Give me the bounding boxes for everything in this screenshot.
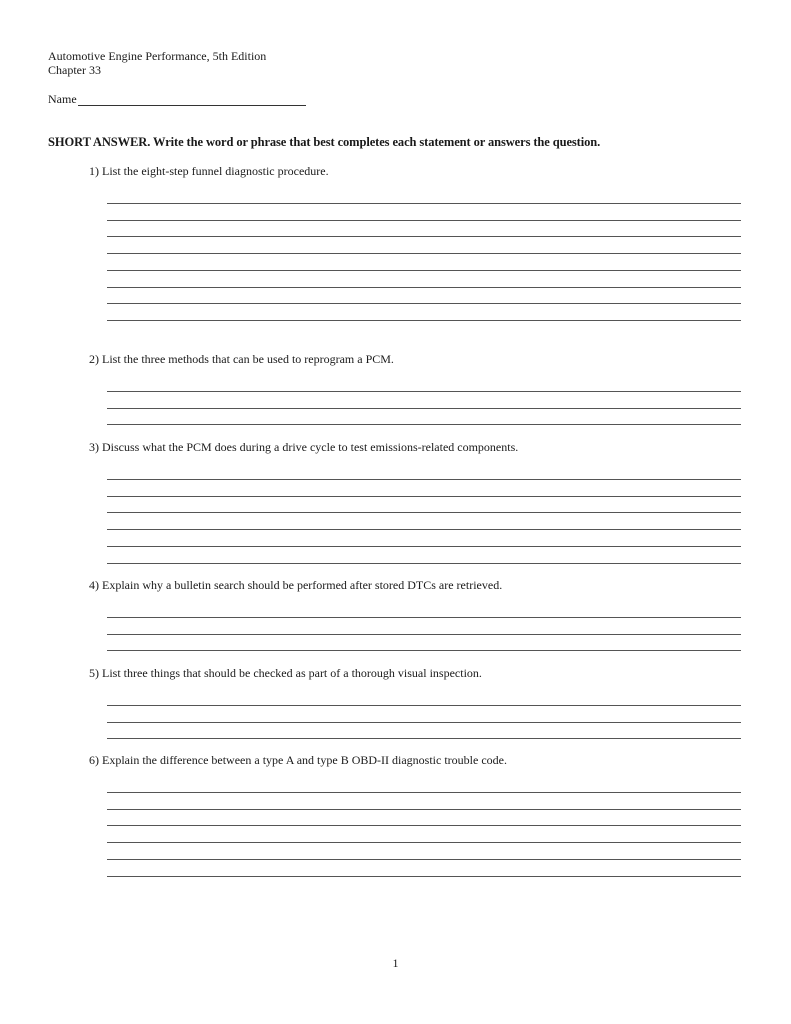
answer-line[interactable] <box>107 204 741 221</box>
question-number: 5) <box>89 666 99 680</box>
question-text <box>89 666 741 680</box>
answer-line[interactable] <box>107 530 741 547</box>
answer-line[interactable] <box>107 375 741 392</box>
question-number: 4) <box>89 578 99 592</box>
answer-line[interactable] <box>107 776 741 793</box>
question-number: 3) <box>89 440 99 454</box>
question-5 <box>89 666 741 739</box>
answer-line[interactable] <box>107 187 741 204</box>
answer-line[interactable] <box>107 237 741 254</box>
answer-area[interactable] <box>107 463 741 564</box>
answer-line[interactable] <box>107 392 741 409</box>
answer-line[interactable] <box>107 480 741 497</box>
question-prompt: Explain the difference between a type A and type B OBD-II diagnostic trouble code. <box>102 753 507 767</box>
question-text <box>89 578 741 592</box>
question-prompt: Discuss what the PCM does during a drive cycle to test emissions-related components. <box>102 440 519 454</box>
answer-line[interactable] <box>107 843 741 860</box>
question-text <box>89 164 741 178</box>
answer-line[interactable] <box>107 810 741 827</box>
name-row <box>48 92 306 106</box>
answer-line[interactable] <box>107 547 741 564</box>
question-4 <box>89 578 741 651</box>
answer-area[interactable] <box>107 187 741 321</box>
book-title: Automotive Engine Performance, 5th Edition <box>48 49 267 63</box>
question-prompt: List the eight-step funnel diagnostic procedure. <box>102 164 329 178</box>
question-number: 1) <box>89 164 99 178</box>
answer-area[interactable] <box>107 689 741 739</box>
answer-line[interactable] <box>107 826 741 843</box>
answer-line[interactable] <box>107 409 741 426</box>
answer-line[interactable] <box>107 497 741 514</box>
answer-area[interactable] <box>107 375 741 425</box>
question-2 <box>89 352 741 425</box>
answer-area[interactable] <box>107 601 741 651</box>
question-text <box>89 352 741 366</box>
answer-line[interactable] <box>107 723 741 740</box>
question-prompt: List three things that should be checked as part of a thorough visual inspection. <box>102 666 482 680</box>
name-blank-line[interactable] <box>78 94 306 106</box>
name-label: Name <box>48 92 77 106</box>
answer-line[interactable] <box>107 288 741 305</box>
question-prompt: Explain why a bulletin search should be performed after stored DTCs are retrieved. <box>102 578 503 592</box>
section-instructions: SHORT ANSWER. Write the word or phrase that best completes each statement or answers the question. <box>48 135 601 149</box>
question-number: 2) <box>89 352 99 366</box>
answer-line[interactable] <box>107 271 741 288</box>
question-text <box>89 440 741 454</box>
answer-line[interactable] <box>107 601 741 618</box>
answer-line[interactable] <box>107 221 741 238</box>
answer-line[interactable] <box>107 793 741 810</box>
answer-line[interactable] <box>107 635 741 652</box>
question-number: 6) <box>89 753 99 767</box>
answer-line[interactable] <box>107 860 741 877</box>
answer-line[interactable] <box>107 706 741 723</box>
question-1 <box>89 164 741 321</box>
question-prompt: List the three methods that can be used to reprogram a PCM. <box>102 352 394 366</box>
question-3 <box>89 440 741 564</box>
question-text <box>89 753 741 767</box>
page-number: 1 <box>392 956 399 970</box>
chapter-label: Chapter 33 <box>48 63 101 77</box>
answer-line[interactable] <box>107 513 741 530</box>
answer-line[interactable] <box>107 254 741 271</box>
question-6 <box>89 753 741 877</box>
answer-line[interactable] <box>107 689 741 706</box>
answer-line[interactable] <box>107 618 741 635</box>
answer-area[interactable] <box>107 776 741 877</box>
answer-line[interactable] <box>107 463 741 480</box>
answer-line[interactable] <box>107 304 741 321</box>
